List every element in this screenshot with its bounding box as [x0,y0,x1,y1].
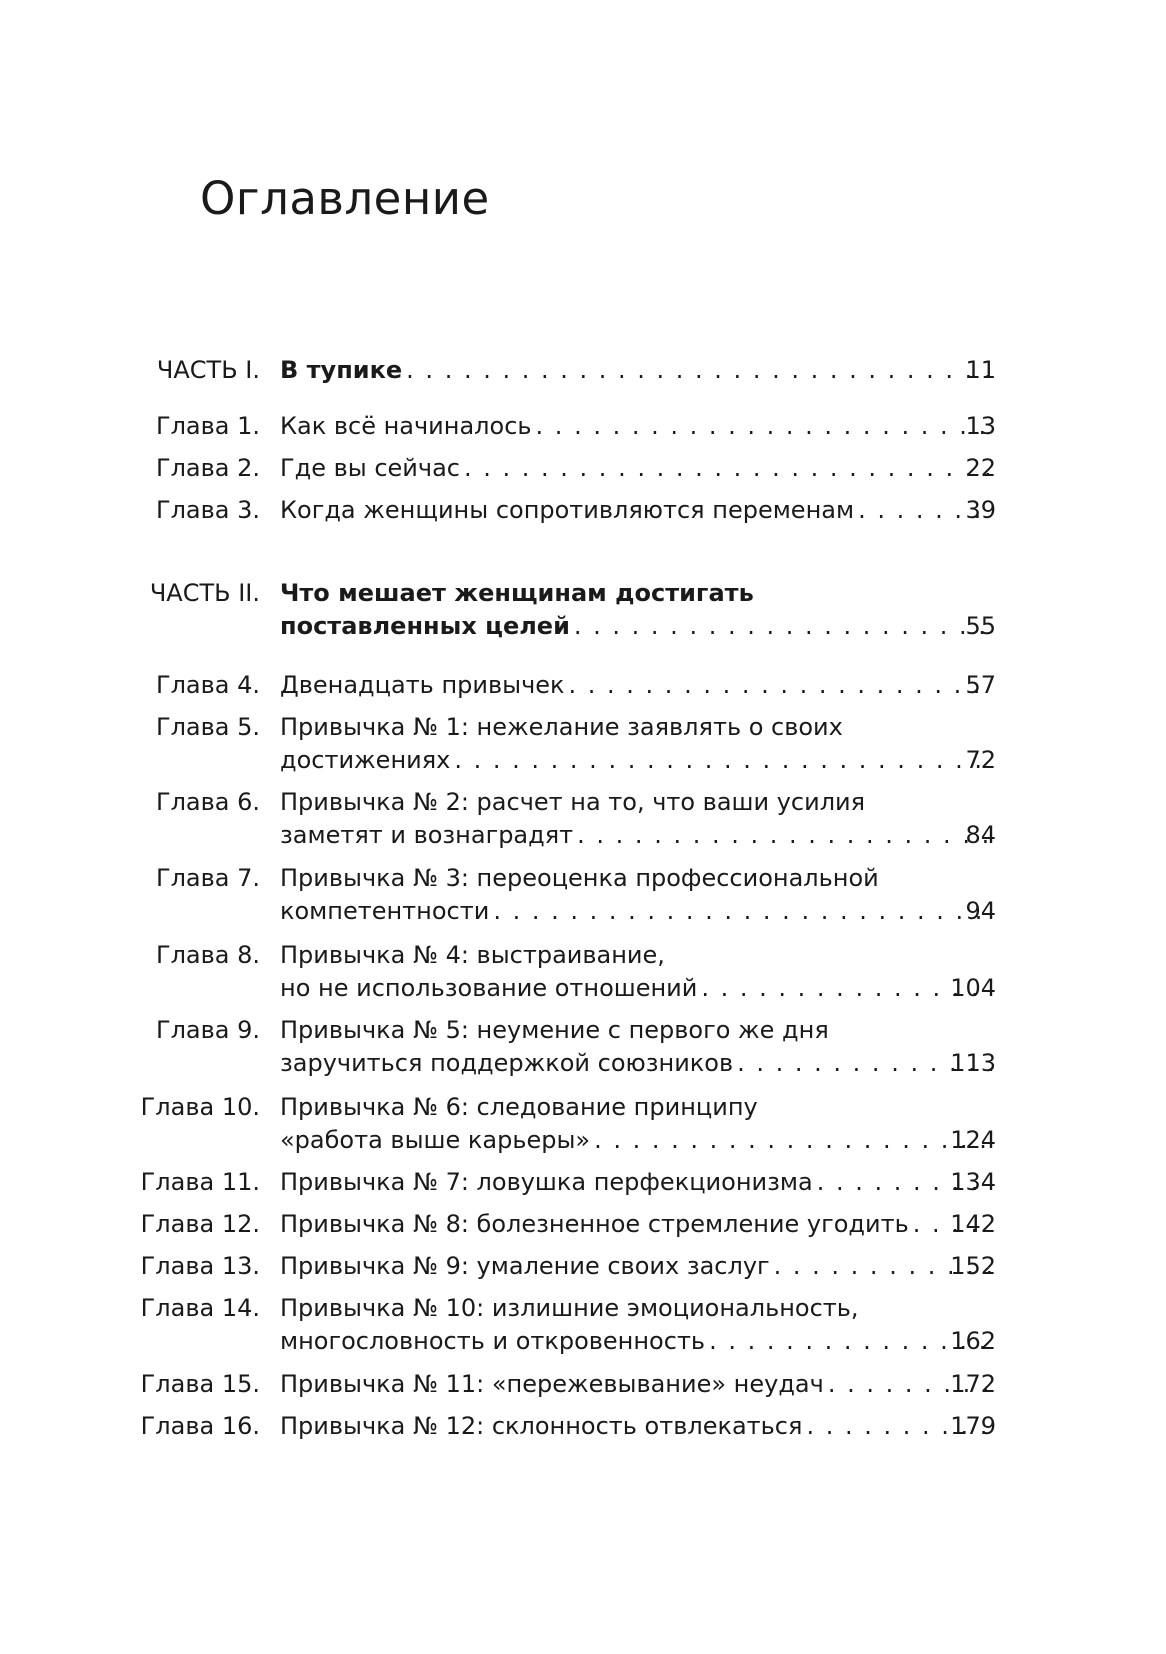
toc-chapter-line [0,819,1166,851]
toc-chapter-page-number: 94 [965,897,996,925]
toc-chapter-title: Привычка № 10: излишние эмоциональность, [280,1294,859,1322]
toc-chapter[interactable] [0,786,1166,818]
toc-chapter-label: Глава 4. [155,671,260,699]
toc-chapter[interactable] [0,452,1166,484]
toc-chapter-label: Глава 6. [155,788,260,816]
toc-chapter-title: Привычка № 12: склонность отвлекаться [280,1412,803,1440]
toc-chapter-label: Глава 3. [155,496,260,524]
toc-part[interactable] [0,354,1166,386]
toc-chapter-label: Глава 7. [155,864,260,892]
toc-chapter-label: Глава 13. [140,1252,260,1280]
toc-chapter-title: достижениях [280,746,451,774]
toc-chapter-page-number: 172 [950,1370,996,1398]
toc-chapter[interactable] [0,1250,1166,1282]
toc-chapter-title: Привычка № 6: следование принципу [280,1093,758,1121]
toc-chapter[interactable] [0,1292,1166,1324]
toc-chapter-page-number: 22 [965,454,996,482]
toc-chapter-title: «работа выше карьеры» [280,1126,591,1154]
toc-chapter-title: заручиться поддержкой союзников [280,1049,734,1077]
toc-part-title: В тупике [280,356,403,384]
toc-chapter[interactable] [0,669,1166,701]
toc-chapter-label: Глава 2. [155,454,260,482]
toc-chapter-title: Привычка № 7: ловушка перфекционизма [280,1168,813,1196]
toc-chapter-page-number: 162 [950,1327,996,1355]
toc-chapter-line [0,1047,1166,1079]
toc-chapter-label: Глава 12. [140,1210,260,1238]
page-title: Оглавление [200,172,490,225]
toc-chapter-page-number: 134 [950,1168,996,1196]
toc-part-title: поставленных целей [280,612,570,640]
toc-chapter[interactable] [0,939,1166,971]
toc-chapter[interactable] [0,1208,1166,1240]
toc-chapter-page-number: 113 [950,1049,996,1077]
toc-chapter-page-number: 152 [950,1252,996,1280]
toc-chapter-label: Глава 1. [155,412,260,440]
toc-chapter[interactable] [0,711,1166,743]
toc-chapter[interactable] [0,862,1166,894]
toc-part-title: Что мешает женщинам достигать [280,579,754,607]
toc-chapter-label: Глава 8. [155,941,260,969]
toc-chapter[interactable] [0,1368,1166,1400]
toc-part-page-number: 55 [965,612,996,640]
toc-part-page-number: 11 [965,356,996,384]
toc-chapter-title: но не использование отношений [280,974,698,1002]
toc-chapter-label: Глава 15. [140,1370,260,1398]
toc-chapter[interactable] [0,1091,1166,1123]
toc-chapter-title: Как всё начиналось [280,412,532,440]
toc-chapter-line [0,1325,1166,1357]
toc-chapter-title: Где вы сейчас [280,454,460,482]
toc-chapter[interactable] [0,494,1166,526]
toc-chapter-page-number: 39 [965,496,996,524]
toc-chapter-page-number: 179 [950,1412,996,1440]
toc-chapter-title: Привычка № 3: переоценка профессиональной [280,864,879,892]
toc-chapter-title: Привычка № 9: умаление своих заслуг [280,1252,770,1280]
toc-chapter-line [0,1124,1166,1156]
toc-chapter-title: Привычка № 8: болезненное стремление угодить [280,1210,909,1238]
toc-chapter-title: Привычка № 11: «пережевывание» неудач [280,1370,824,1398]
toc-chapter-title: заметят и вознаградят [280,821,574,849]
toc-chapter-label: Глава 16. [140,1412,260,1440]
toc-part-label: ЧАСТЬ I. [156,356,260,384]
toc-chapter[interactable] [0,410,1166,442]
toc-chapter-title: компетентности [280,897,490,925]
toc-chapter-page-number: 72 [965,746,996,774]
toc-chapter-line [0,972,1166,1004]
toc-chapter-line [0,895,1166,927]
toc-chapter-title: Двенадцать привычек [280,671,565,699]
toc-chapter-label: Глава 10. [140,1093,260,1121]
toc-part[interactable] [0,577,1166,609]
toc-chapter-page-number: 13 [965,412,996,440]
toc-chapter-title: Привычка № 1: нежелание заявлять о своих [280,713,843,741]
toc-chapter-label: Глава 11. [140,1168,260,1196]
toc-part-line [0,610,1166,642]
toc-chapter-page-number: 57 [965,671,996,699]
toc-chapter-label: Глава 9. [155,1016,260,1044]
toc-chapter-page-number: 104 [950,974,996,1002]
toc-chapter-title: Привычка № 5: неумение с первого же дня [280,1016,829,1044]
toc-chapter-title: Привычка № 2: расчет на то, что ваши усилия [280,788,866,816]
toc-chapter-title: Когда женщины сопротивляются переменам [280,496,855,524]
toc-chapter-line [0,744,1166,776]
toc-chapter-title: многословность и откровенность [280,1327,706,1355]
toc-chapter[interactable] [0,1166,1166,1198]
toc-chapter-label: Глава 5. [155,713,260,741]
toc-chapter-title: Привычка № 4: выстраивание, [280,941,665,969]
toc-chapter-page-number: 84 [965,821,996,849]
toc-chapter[interactable] [0,1014,1166,1046]
toc-chapter-label: Глава 14. [140,1294,260,1322]
toc-part-label: ЧАСТЬ II. [149,579,260,607]
toc-chapter-page-number: 142 [950,1210,996,1238]
toc-chapter[interactable] [0,1410,1166,1442]
toc-chapter-page-number: 124 [950,1126,996,1154]
